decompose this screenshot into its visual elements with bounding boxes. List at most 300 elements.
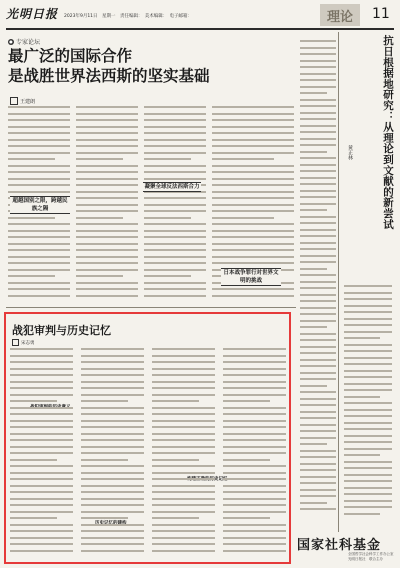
text-line xyxy=(344,324,392,326)
text-line xyxy=(144,230,206,232)
text-line xyxy=(300,437,336,439)
text-line xyxy=(76,269,138,271)
text-line xyxy=(300,164,336,166)
text-line xyxy=(76,236,138,238)
text-line xyxy=(344,285,392,287)
text-line xyxy=(81,491,144,493)
text-line xyxy=(212,236,294,238)
text-line xyxy=(300,443,327,445)
text-line xyxy=(212,139,294,141)
text-line xyxy=(144,249,206,251)
text-line xyxy=(152,387,215,389)
text-line xyxy=(10,355,73,357)
text-line xyxy=(300,138,336,140)
text-line xyxy=(223,413,286,415)
text-line xyxy=(10,530,73,532)
highlight-author: 宋志勇 xyxy=(21,340,35,346)
text-column xyxy=(144,106,206,301)
text-line xyxy=(300,170,336,172)
text-line xyxy=(76,119,138,121)
text-line xyxy=(300,398,336,400)
text-line xyxy=(152,530,215,532)
text-line xyxy=(81,537,144,539)
text-line xyxy=(144,204,206,206)
text-line xyxy=(152,407,215,409)
main-headline[interactable] xyxy=(8,46,308,86)
text-line xyxy=(76,197,138,199)
text-line xyxy=(300,482,336,484)
text-line xyxy=(152,433,215,435)
text-line xyxy=(144,126,206,128)
text-line xyxy=(152,478,215,480)
text-line xyxy=(223,459,270,461)
text-line xyxy=(81,374,144,376)
section-tab: 理论 xyxy=(320,4,360,26)
text-line xyxy=(81,550,144,552)
text-line xyxy=(223,400,270,402)
text-line xyxy=(81,439,144,441)
text-line xyxy=(144,165,206,167)
text-line xyxy=(300,66,336,68)
text-line xyxy=(212,119,294,121)
text-column xyxy=(76,106,138,301)
text-line xyxy=(8,191,70,193)
text-line xyxy=(344,337,380,339)
text-line xyxy=(300,235,336,237)
text-line xyxy=(212,152,294,154)
text-line xyxy=(81,355,144,357)
text-line xyxy=(300,183,336,185)
text-line xyxy=(212,230,294,232)
text-line xyxy=(300,92,327,94)
text-line xyxy=(344,487,392,489)
text-line xyxy=(81,407,144,409)
text-line xyxy=(300,385,327,387)
text-line xyxy=(344,500,392,502)
text-line xyxy=(10,478,73,480)
text-line xyxy=(152,374,215,376)
text-line xyxy=(223,374,286,376)
text-line xyxy=(8,113,70,115)
text-line xyxy=(144,243,206,245)
text-line xyxy=(344,415,392,417)
text-line xyxy=(300,346,336,348)
text-line xyxy=(81,420,144,422)
text-line xyxy=(10,374,73,376)
text-line xyxy=(76,288,138,290)
text-line xyxy=(76,262,138,264)
text-line xyxy=(8,106,70,108)
pull-quote-2: 凝聚全球反法西斯合力 xyxy=(144,184,200,190)
text-line xyxy=(300,326,327,328)
text-line xyxy=(300,430,336,432)
dateline: 2023年9月11日 星期一 责任编辑： 美术编辑： 电子邮箱： xyxy=(64,14,193,19)
text-line xyxy=(144,113,206,115)
text-line xyxy=(152,413,215,415)
text-line xyxy=(344,428,392,430)
text-line xyxy=(10,433,73,435)
text-line xyxy=(212,106,294,108)
text-line xyxy=(344,409,392,411)
text-line xyxy=(223,485,286,487)
text-line xyxy=(76,275,123,277)
text-line xyxy=(344,363,392,365)
text-line xyxy=(76,282,138,284)
text-line xyxy=(81,452,144,454)
text-line xyxy=(223,433,286,435)
text-line xyxy=(8,139,70,141)
text-line xyxy=(223,426,286,428)
text-line xyxy=(212,288,294,290)
text-line xyxy=(212,256,294,258)
highlight-byline xyxy=(12,339,35,346)
text-line xyxy=(223,517,270,519)
text-line xyxy=(10,465,73,467)
fund-subtitle-line-2: 光明日报社 联合主办 xyxy=(348,557,383,561)
page-number: 11 xyxy=(372,6,390,22)
text-line xyxy=(8,119,70,121)
text-line xyxy=(344,402,392,404)
text-line xyxy=(212,243,294,245)
text-line xyxy=(223,368,286,370)
text-line xyxy=(223,446,286,448)
fund-title: 国家社科基金 xyxy=(297,538,382,553)
text-line xyxy=(300,372,336,374)
text-line xyxy=(223,348,286,350)
pull-quote-1: 超越国别之限，跨越民族之隔 xyxy=(10,196,70,214)
right-article-headline[interactable]: 抗日根据地研究：从理论到文献的新尝试 xyxy=(382,35,394,230)
text-line xyxy=(10,348,73,350)
right-article-body-2 xyxy=(344,285,392,525)
right-article-author: 黄正林 xyxy=(347,145,353,160)
text-line xyxy=(223,472,286,474)
text-line xyxy=(223,394,286,396)
text-line xyxy=(152,439,215,441)
text-line xyxy=(10,426,73,428)
text-line xyxy=(81,465,144,467)
text-line xyxy=(300,378,336,380)
text-line xyxy=(10,407,73,409)
text-line xyxy=(144,262,206,264)
text-line xyxy=(144,236,206,238)
text-line xyxy=(300,417,336,419)
text-line xyxy=(152,543,215,545)
text-line xyxy=(212,178,294,180)
text-line xyxy=(81,381,144,383)
text-line xyxy=(344,422,392,424)
text-line xyxy=(300,118,336,120)
text-line xyxy=(10,446,73,448)
text-line xyxy=(300,60,336,62)
text-line xyxy=(144,171,206,173)
text-column xyxy=(344,285,392,519)
text-line xyxy=(8,275,55,277)
text-line xyxy=(8,249,70,251)
text-column xyxy=(300,40,336,515)
text-line xyxy=(300,229,336,231)
text-line xyxy=(344,506,392,508)
text-line xyxy=(81,400,128,402)
text-line xyxy=(212,132,294,134)
text-line xyxy=(300,495,336,497)
author-box-icon xyxy=(10,97,18,105)
text-line xyxy=(81,459,128,461)
text-line xyxy=(152,381,215,383)
text-line xyxy=(10,420,73,422)
text-line xyxy=(300,333,336,335)
text-line xyxy=(76,204,138,206)
text-line xyxy=(10,517,57,519)
text-line xyxy=(10,394,73,396)
text-line xyxy=(300,268,327,270)
expert-icon: ● xyxy=(9,39,13,44)
text-line xyxy=(76,113,138,115)
headline-line-1: 最广泛的国际合作 xyxy=(8,46,133,65)
text-line xyxy=(300,476,336,478)
text-line xyxy=(152,491,215,493)
text-line xyxy=(81,517,128,519)
text-line xyxy=(212,184,294,186)
text-line xyxy=(152,348,215,350)
text-line xyxy=(76,139,138,141)
text-line xyxy=(300,424,336,426)
text-line xyxy=(8,171,70,173)
text-line xyxy=(344,493,392,495)
text-line xyxy=(344,435,392,437)
text-line xyxy=(81,361,144,363)
text-line xyxy=(81,543,144,545)
text-line xyxy=(212,113,294,115)
text-line xyxy=(81,348,144,350)
text-line xyxy=(152,420,215,422)
text-line xyxy=(152,537,215,539)
text-line xyxy=(8,165,70,167)
text-line xyxy=(344,311,392,313)
text-line xyxy=(81,485,144,487)
text-line xyxy=(300,40,336,42)
text-line xyxy=(10,368,73,370)
text-line xyxy=(8,223,70,225)
text-line xyxy=(300,151,327,153)
text-line xyxy=(144,210,206,212)
text-line xyxy=(344,305,392,307)
text-line xyxy=(223,491,286,493)
text-line xyxy=(10,537,73,539)
text-line xyxy=(300,125,336,127)
text-line xyxy=(81,472,144,474)
text-line xyxy=(8,158,55,160)
text-line xyxy=(76,145,138,147)
text-line xyxy=(300,99,336,101)
text-line xyxy=(212,249,294,251)
text-line xyxy=(8,230,70,232)
headline-line-2: 是战胜世界法西斯的坚实基础 xyxy=(8,66,210,85)
text-line xyxy=(223,478,286,480)
text-line xyxy=(8,236,70,238)
text-line xyxy=(81,524,144,526)
text-line xyxy=(10,485,73,487)
text-line xyxy=(300,463,336,465)
text-line xyxy=(300,456,336,458)
text-line xyxy=(8,145,70,147)
text-line xyxy=(212,158,274,160)
fund-subtitle-line-1: 全国哲学社会科学工作办公室 xyxy=(348,552,394,556)
text-line xyxy=(152,524,215,526)
right-article-body xyxy=(300,40,336,520)
text-line xyxy=(144,106,206,108)
text-line xyxy=(344,292,392,294)
text-line xyxy=(76,210,138,212)
text-line xyxy=(76,165,138,167)
text-line xyxy=(212,165,294,167)
highlight-body xyxy=(10,348,286,560)
text-line xyxy=(10,459,57,461)
text-line xyxy=(81,413,144,415)
text-line xyxy=(81,426,144,428)
text-line xyxy=(300,79,336,81)
text-line xyxy=(300,261,336,263)
text-line xyxy=(300,248,336,250)
text-line xyxy=(300,274,336,276)
text-line xyxy=(300,222,336,224)
body-column-2 xyxy=(76,106,138,302)
text-line xyxy=(344,376,392,378)
text-line xyxy=(8,256,70,258)
text-line xyxy=(10,439,73,441)
text-line xyxy=(344,331,392,333)
text-line xyxy=(223,498,286,500)
text-line xyxy=(10,387,73,389)
text-line xyxy=(76,126,138,128)
text-line xyxy=(223,407,286,409)
text-line xyxy=(81,498,144,500)
text-line xyxy=(144,132,206,134)
text-line xyxy=(152,498,215,500)
text-line xyxy=(81,433,144,435)
text-line xyxy=(223,361,286,363)
text-line xyxy=(300,313,336,315)
text-line xyxy=(81,504,144,506)
text-line xyxy=(223,452,286,454)
text-line xyxy=(344,344,392,346)
text-line xyxy=(10,491,73,493)
text-line xyxy=(212,204,294,206)
text-line xyxy=(81,446,144,448)
text-line xyxy=(152,361,215,363)
highlight-headline[interactable]: 战犯审判与历史记忆 xyxy=(12,324,111,337)
text-column xyxy=(223,348,286,556)
main-author: 王建朗 xyxy=(20,98,36,105)
text-line xyxy=(300,196,336,198)
text-line xyxy=(152,485,215,487)
text-line xyxy=(76,184,138,186)
text-line xyxy=(152,400,199,402)
text-line xyxy=(344,370,392,372)
text-line xyxy=(212,197,294,199)
text-line xyxy=(212,262,294,264)
text-line xyxy=(300,86,336,88)
pull-quote-3: 日本战争罪行对世界文明的挑战 xyxy=(221,268,281,286)
text-line xyxy=(76,217,123,219)
text-line xyxy=(152,517,199,519)
text-line xyxy=(76,106,138,108)
text-line xyxy=(300,469,336,471)
text-line xyxy=(344,474,392,476)
text-line xyxy=(300,352,336,354)
text-line xyxy=(300,216,336,218)
text-line xyxy=(300,144,336,146)
text-line xyxy=(8,152,70,154)
masthead xyxy=(6,4,394,30)
text-line xyxy=(300,281,336,283)
text-line xyxy=(76,230,138,232)
text-line xyxy=(300,203,336,205)
text-line xyxy=(76,152,138,154)
text-line xyxy=(344,467,392,469)
text-line xyxy=(300,508,336,510)
text-line xyxy=(76,243,138,245)
text-line xyxy=(144,288,206,290)
text-line xyxy=(10,511,73,513)
text-line xyxy=(212,217,274,219)
text-line xyxy=(81,387,144,389)
text-line xyxy=(76,171,138,173)
text-line xyxy=(223,537,286,539)
text-line xyxy=(300,190,336,192)
text-line xyxy=(144,223,206,225)
text-line xyxy=(152,452,215,454)
text-line xyxy=(152,426,215,428)
text-line xyxy=(8,126,70,128)
text-line xyxy=(300,489,336,491)
text-line xyxy=(8,262,70,264)
text-line xyxy=(10,524,73,526)
text-line xyxy=(300,112,336,114)
text-column xyxy=(10,348,73,556)
text-line xyxy=(76,158,123,160)
text-line xyxy=(212,295,294,297)
text-line xyxy=(8,184,70,186)
text-line xyxy=(144,158,191,160)
text-line xyxy=(76,178,138,180)
text-line xyxy=(144,275,191,277)
text-line xyxy=(344,480,392,482)
text-line xyxy=(223,504,286,506)
text-line xyxy=(300,300,336,302)
text-line xyxy=(212,210,294,212)
text-line xyxy=(300,73,336,75)
text-line xyxy=(212,223,294,225)
text-line xyxy=(10,472,73,474)
article-kicker xyxy=(8,37,40,46)
text-line xyxy=(144,119,206,121)
text-line xyxy=(300,411,336,413)
text-line xyxy=(344,389,392,391)
text-line xyxy=(144,178,206,180)
text-line xyxy=(344,461,392,463)
text-line xyxy=(8,288,70,290)
text-line xyxy=(76,249,138,251)
text-line xyxy=(10,550,73,552)
text-line xyxy=(81,394,144,396)
author-box-icon xyxy=(12,339,19,346)
main-byline xyxy=(10,97,35,105)
text-line xyxy=(300,307,336,309)
text-line xyxy=(144,295,206,297)
text-line xyxy=(152,472,215,474)
text-line xyxy=(300,177,336,179)
text-line xyxy=(8,282,70,284)
